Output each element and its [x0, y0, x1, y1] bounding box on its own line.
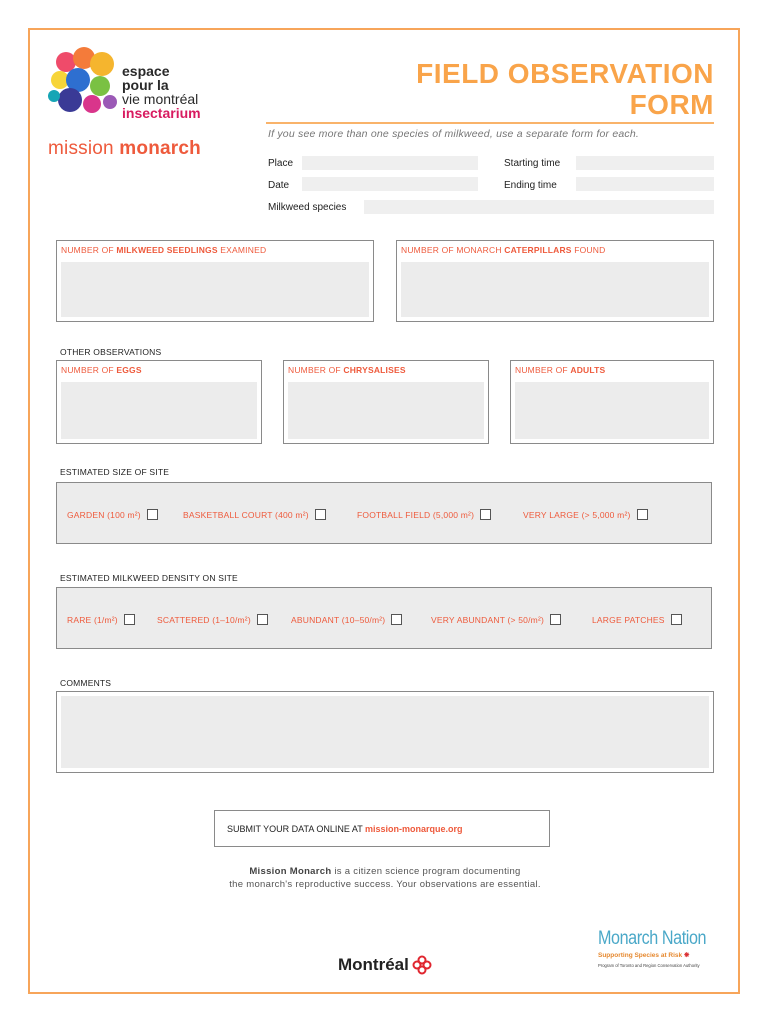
footer-description: Mission Monarch is a citizen science program documenting the monarch's reproductive success. Your observations are essential. [229, 866, 541, 890]
site-size-heading: ESTIMATED SIZE OF SITE [60, 467, 170, 477]
caterpillars-label: NUMBER OF MONARCH CATERPILLARS FOUND [401, 245, 606, 255]
form-title: FIELD OBSERVATION FORM [416, 58, 714, 120]
monarch-nation-logo: Monarch Nation Supporting Species at Risk ❋ Program of Toronto and Region Conservation Authority [598, 928, 718, 968]
submit-text: SUBMIT YOUR DATA ONLINE AT [227, 824, 366, 834]
checkbox[interactable] [257, 614, 268, 625]
density-option-very-abundant[interactable]: VERY ABUNDANT (> 50/m²) [431, 614, 561, 625]
date-label: Date [268, 180, 290, 191]
milkweed-species-field[interactable] [364, 200, 714, 214]
site-size-option-garden[interactable]: GARDEN (100 m²) [67, 509, 158, 520]
site-size-option-football[interactable]: FOOTBALL FIELD (5,000 m²) [357, 509, 491, 520]
checkbox[interactable] [315, 509, 326, 520]
checkbox[interactable] [671, 614, 682, 625]
checkbox[interactable] [480, 509, 491, 520]
checkbox[interactable] [147, 509, 158, 520]
other-observations-heading: OTHER OBSERVATIONS [60, 347, 162, 357]
place-label: Place [268, 158, 294, 169]
adults-box [510, 360, 714, 444]
comments-heading: COMMENTS [60, 678, 112, 688]
eggs-box [56, 360, 262, 444]
date-field[interactable] [302, 177, 478, 191]
site-size-row [56, 482, 712, 544]
density-option-abundant[interactable]: ABUNDANT (10–50/m²) [291, 614, 402, 625]
density-option-large-patches[interactable]: LARGE PATCHES [592, 614, 682, 625]
starting-time-label: Starting time [504, 158, 561, 169]
ending-time-label: Ending time [504, 180, 557, 191]
caterpillars-box [396, 240, 714, 322]
submit-link[interactable]: mission-monarque.org [365, 824, 463, 834]
milkweed-species-label: Milkweed species [268, 202, 347, 213]
form-subtitle: If you see more than one species of milkweed, use a separate form for each. [268, 128, 640, 140]
density-option-rare[interactable]: RARE (1/m²) [67, 614, 135, 625]
montreal-logo: Montréal [338, 955, 432, 975]
title-divider [266, 122, 714, 124]
checkbox[interactable] [550, 614, 561, 625]
comments-box [56, 691, 714, 773]
submit-online-box [214, 810, 550, 847]
seedlings-field[interactable] [61, 262, 369, 317]
chrysalises-box [283, 360, 489, 444]
eggs-label: NUMBER OF EGGS [61, 365, 142, 375]
caterpillars-field[interactable] [401, 262, 709, 317]
density-row [56, 587, 712, 649]
monarch-nation-tagline: Supporting Species at Risk ❋ [598, 952, 690, 959]
place-field[interactable] [302, 156, 478, 170]
mission-monarch-wordmark: mission monarch [48, 138, 201, 159]
adults-field[interactable] [515, 382, 709, 439]
seedlings-box [56, 240, 374, 322]
espace-pour-la-vie-logo [46, 46, 124, 118]
site-size-option-very-large[interactable]: VERY LARGE (> 5,000 m²) [523, 509, 648, 520]
seedlings-label: NUMBER OF MILKWEED SEEDLINGS EXAMINED [61, 245, 267, 255]
density-option-scattered[interactable]: SCATTERED (1–10/m²) [157, 614, 268, 625]
checkbox[interactable] [637, 509, 648, 520]
eggs-field[interactable] [61, 382, 257, 439]
starting-time-field[interactable] [576, 156, 714, 170]
ending-time-field[interactable] [576, 177, 714, 191]
chrysalises-field[interactable] [288, 382, 484, 439]
logo-text: espace pour la vie montréal insectarium [122, 63, 201, 121]
comments-field[interactable] [61, 696, 709, 768]
checkbox[interactable] [124, 614, 135, 625]
site-size-option-basketball[interactable]: BASKETBALL COURT (400 m²) [183, 509, 326, 520]
checkbox[interactable] [391, 614, 402, 625]
chrysalises-label: NUMBER OF CHRYSALISES [288, 365, 406, 375]
adults-label: NUMBER OF ADULTS [515, 365, 606, 375]
density-heading: ESTIMATED MILKWEED DENSITY ON SITE [60, 573, 238, 583]
montreal-rosette-icon [412, 955, 432, 975]
